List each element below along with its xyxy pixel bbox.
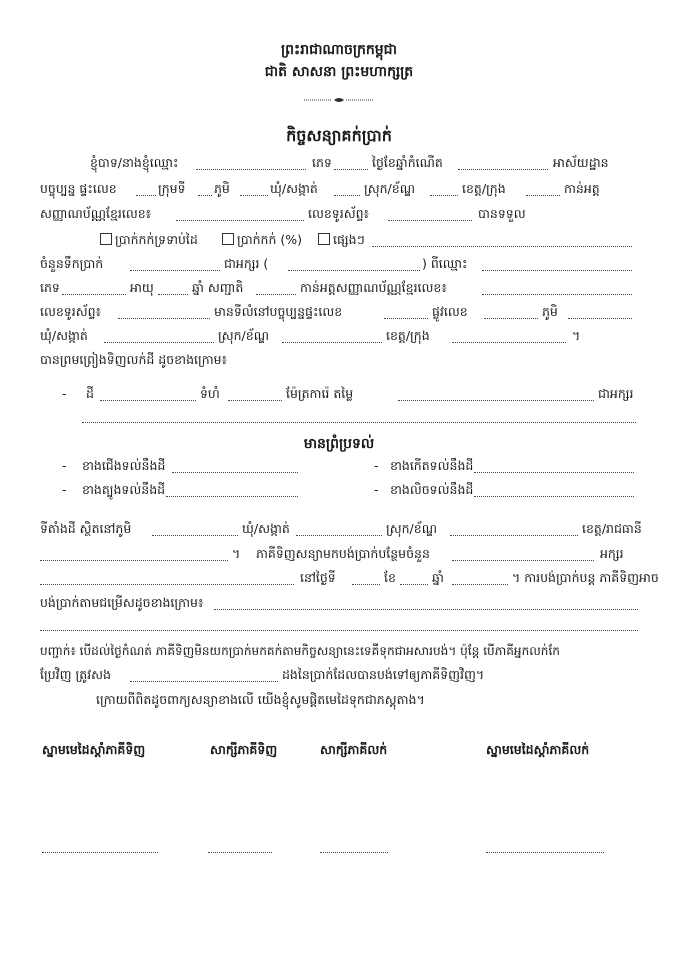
west-dash: - [374, 482, 379, 497]
district-label: ស្រុក/ខ័ណ្ឌ [364, 181, 415, 196]
village-label: ភូមិ [214, 181, 230, 196]
location-commune-field[interactable] [296, 535, 382, 536]
payment-options-extra-field[interactable] [40, 630, 638, 631]
seller-signature-line[interactable] [486, 852, 604, 853]
district2-field[interactable] [282, 342, 382, 343]
period-mark: ។ [572, 328, 581, 343]
id-prefix-label: កាន់អត្ត [564, 181, 600, 196]
id2-label: កាន់អត្តសញ្ញាណប័ណ្ណខ្មែរលេខ៖ [300, 280, 447, 295]
amount-words-field[interactable] [288, 270, 420, 271]
additional-payment-field[interactable] [452, 560, 594, 561]
received-label: បានទទួល [478, 206, 526, 221]
east-field[interactable] [474, 472, 634, 473]
name-field[interactable] [196, 169, 306, 170]
nationality-field[interactable] [256, 294, 296, 295]
street-field[interactable] [484, 318, 538, 319]
location-province-label: ខេត្ត/រាជធានី [582, 521, 642, 536]
seller-witness-label: សាក្សីភាគីលក់ [320, 742, 388, 757]
terms-note: បញ្ជាក់៖ បើដល់ថ្ងៃកំណត់ ភាគីទិញមិនយកប្រាក់មកគក់តាមកិច្ចសន្យានេះទេគឺទុកជាអសារបង់។ ប៉ុន្តែ បើភាគីអ្នកលក់កែ [40, 644, 560, 658]
pay-year-field[interactable] [452, 584, 508, 585]
location-village-field[interactable] [152, 535, 238, 536]
boundaries-title: មានព្រំប្រទល់ [303, 436, 375, 452]
south-label: ខាងត្បូងទល់នឹងដី [82, 482, 166, 497]
dob-field[interactable] [458, 169, 548, 170]
amount-label: ចំនួនទឹកប្រាក់ [40, 256, 104, 271]
sex2-field[interactable] [62, 294, 126, 295]
seller-thumbprint-label: ស្នាមមេដៃស្តាំភាគីលក់ [486, 742, 590, 757]
street-label: ផ្លូវលេខ [432, 304, 468, 319]
north-field[interactable] [172, 472, 298, 473]
district2-label: ស្រុក/ខ័ណ្ឌ [218, 328, 269, 343]
name-label: ខ្ញុំបាទ/នាងខ្ញុំឈ្មោះ [90, 155, 179, 170]
phone2-field[interactable] [118, 318, 210, 319]
terms-refund-field[interactable] [130, 681, 278, 682]
location-province-field[interactable] [40, 560, 228, 561]
land-price-field[interactable] [398, 400, 594, 401]
checkbox-label: ផ្សេងៗ [333, 232, 365, 247]
land-dash: - [62, 386, 67, 401]
location-period: ។ [232, 546, 241, 561]
pay-day-field[interactable] [352, 584, 380, 585]
id-card-label: សញ្ញាណប័ណ្ណខ្មែរលេខ៖ [40, 206, 152, 221]
checkbox-box[interactable] [318, 233, 330, 245]
additional-payment-label: ភាគីទិញសន្យាមកបង់ប្រាក់បន្ថែមចំនួន [256, 546, 430, 561]
agreement-text: បានព្រមព្រៀងទិញលក់ដី ដូចខាងក្រោម៖ [40, 352, 228, 367]
commune-label: ឃុំ/សង្កាត់ [270, 181, 318, 196]
province-label: ខេត្ត/ក្រុង [462, 181, 506, 196]
terms-refund-label: ប្រែវិញ ត្រូវសង [40, 667, 111, 682]
west-label: ខាងលិចទល់នឹងដី [390, 482, 474, 497]
buyer-witness-signature-line[interactable] [208, 852, 272, 853]
location-commune-label: ឃុំ/សង្កាត់ [242, 521, 290, 536]
id2-field[interactable] [482, 294, 632, 295]
pay-month-field[interactable] [400, 584, 428, 585]
checkbox-other[interactable] [318, 232, 365, 251]
sex-label: ភេទ [312, 155, 332, 170]
south-dash: - [62, 482, 67, 497]
checkbox-label: ប្រាក់កក់ទ្រទាប់ដៃ [115, 232, 198, 247]
district-field[interactable] [430, 195, 458, 196]
commune2-field[interactable] [104, 342, 214, 343]
ornament-divider [304, 96, 374, 104]
province2-label: ខេត្ត/ក្រុង [386, 328, 430, 343]
south-field[interactable] [166, 496, 298, 497]
location-district-label: ស្រុក/ខ័ណ្ឌ [386, 521, 437, 536]
location-district-field[interactable] [450, 535, 578, 536]
from-name-field[interactable] [482, 270, 632, 271]
other-field[interactable] [372, 246, 632, 247]
province2-field[interactable] [452, 342, 566, 343]
age-label: អាយុ [130, 280, 154, 295]
phone-label: លេខទូរស័ព្ទ៖ [308, 206, 370, 221]
terms-refund-text: ដងនៃប្រាក់ដែលបានបង់ទៅឲ្យភាគីទិញវិញ។ [282, 667, 485, 682]
sex-field[interactable] [334, 169, 368, 170]
land-price-words-label: ជាអក្សរ [598, 386, 634, 401]
terms-closing: ក្រោយពីពិតដូចពាក្យសន្យាខាងលើ យើងខ្ញុំសូមផ្តិតមេដៃទុកជាភស្តុតាង។ [96, 692, 425, 707]
location-village-label: ទីតាំងដី ស្ថិតនៅភូមិ [40, 521, 132, 536]
commune-field[interactable] [334, 195, 360, 196]
north-dash: - [62, 458, 67, 473]
land-price-label: ម៉ែត្រការ៉េ តម្លៃ [286, 386, 354, 401]
seller-witness-signature-line[interactable] [320, 852, 388, 853]
checkbox-box[interactable] [222, 233, 234, 245]
amount-field[interactable] [130, 270, 220, 271]
residence-house-field[interactable] [384, 318, 428, 319]
motto-heading: ជាតិ សាសនា ព្រះមហាក្សត្រ [264, 64, 414, 80]
pay-day-label: នៅថ្ងៃទី [300, 570, 336, 585]
checkbox-deposit-percent[interactable] [222, 232, 302, 251]
address-label: អាស័យដ្ឋាន [553, 155, 609, 170]
north-label: ខាងជើងទល់នឹងដី [82, 458, 166, 473]
group-label: ក្រុមទី [158, 181, 186, 196]
land-size-label: ទំហំ [200, 386, 220, 401]
dob-label: ថ្ងៃខែឆ្នាំកំណើត [372, 155, 443, 170]
sex2-label: ភេទ [40, 280, 60, 295]
additional-payment-words-label: អក្សរ [600, 546, 624, 561]
buyer-witness-label: សាក្សីភាគីទិញ [210, 742, 278, 757]
continued-payment-text: ។ ការបង់ប្រាក់បន្ត ភាគីទិញអាច [512, 570, 659, 585]
document-title: កិច្ចសន្យាគក់ប្រាក់ [286, 126, 392, 145]
checkbox-box[interactable] [100, 233, 112, 245]
land-extra-field[interactable] [82, 422, 636, 423]
from-name-label: ) ពីឈ្មោះ [422, 256, 468, 271]
village-field[interactable] [240, 195, 268, 196]
buyer-thumbprint-label: ស្នាមមេដៃស្តាំភាគីទិញ [42, 742, 146, 757]
residence-label: មានទីលំនៅបច្ចុប្បន្នផ្ទះលេខ [214, 304, 343, 319]
age-field[interactable] [158, 294, 188, 295]
house-field[interactable] [136, 195, 156, 196]
west-field[interactable] [474, 496, 634, 497]
land-size-field[interactable] [228, 400, 282, 401]
house-label: បច្ចុប្បន្ន ផ្ទះលេខ [40, 181, 117, 196]
checkbox-label: ប្រាក់កក់ (%) [237, 232, 303, 247]
pay-year-label: ឆ្នាំ [432, 570, 444, 585]
land-label: ដី [86, 386, 94, 401]
checkbox-deposit-handtohand[interactable] [100, 232, 198, 251]
land-field[interactable] [100, 400, 196, 401]
payment-options-label: បង់ប្រាក់តាមជម្រើសដូចខាងក្រោម៖ [40, 595, 204, 610]
kingdom-heading: ព្រះរាជាណាចក្រកម្ពុជា [280, 42, 397, 58]
additional-payment-words-field[interactable] [40, 584, 294, 585]
id-card-field[interactable] [176, 220, 304, 221]
phone-field[interactable] [388, 220, 472, 221]
group-field[interactable] [198, 195, 212, 196]
buyer-signature-line[interactable] [42, 852, 158, 853]
village2-label: ភូមិ [542, 304, 558, 319]
commune2-label: ឃុំ/សង្កាត់ [40, 328, 88, 343]
east-label: ខាងកើតទល់នឹងដី [390, 458, 474, 473]
province-field[interactable] [526, 195, 560, 196]
village2-field[interactable] [568, 318, 632, 319]
nationality-label: ឆ្នាំ សញ្ជាតិ [192, 280, 244, 295]
payment-options-field[interactable] [214, 609, 638, 610]
pay-month-label: ខែ [384, 570, 396, 585]
amount-words-label: ជាអក្សរ ( [224, 256, 269, 271]
phone2-label: លេខទូរស័ព្ទ៖ [40, 304, 102, 319]
east-dash: - [374, 458, 379, 473]
